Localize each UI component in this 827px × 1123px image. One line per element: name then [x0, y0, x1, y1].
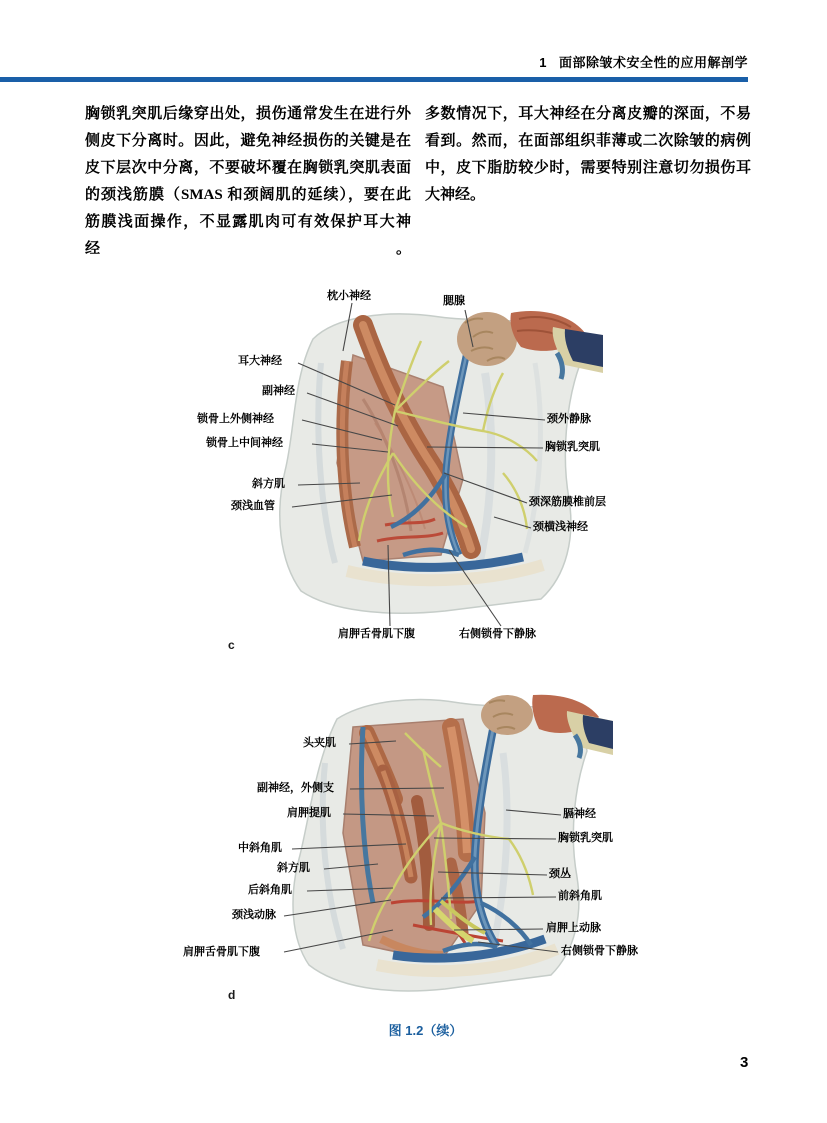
figure-label: 腮腺	[443, 295, 465, 307]
figure-label: 膈神经	[563, 808, 596, 820]
body-text-line: 看到。然而，在面部组织菲薄或二次除皱的病例	[425, 133, 751, 149]
body-text-line: 胸锁乳突肌后缘穿出处，损伤通常发生在进行外	[85, 106, 411, 122]
figure-label: 副神经，外侧支	[257, 782, 334, 794]
figure-label: 前斜角肌	[558, 890, 602, 902]
figure-panel-c	[180, 283, 670, 658]
figure-label: 肩胛舌骨肌下腹	[338, 628, 415, 640]
body-text-left-column	[85, 101, 411, 263]
figure-label: 颈浅血管	[231, 500, 275, 512]
figure-label: 锁骨上外侧神经	[197, 413, 274, 425]
body-text-line: 中，皮下脂肪较少时，需要特别注意切勿损伤耳	[425, 160, 751, 176]
figure-label: 副神经	[262, 385, 295, 397]
figure-label: 颈横浅神经	[533, 521, 588, 533]
running-head	[539, 52, 748, 71]
panel-tag-d: d	[228, 988, 236, 1002]
anatomy-illustration-c	[235, 303, 605, 623]
anatomy-illustration-d	[245, 693, 615, 998]
figure-label: 颈深筋膜椎前层	[529, 496, 606, 508]
figure-label: 颈外静脉	[547, 413, 591, 425]
figure-label: 中斜角肌	[238, 842, 282, 854]
figure-label: 颈浅动脉	[232, 909, 276, 921]
figure-label: 胸锁乳突肌	[558, 832, 613, 844]
figure-label: 枕小神经	[327, 290, 371, 302]
body-text-line: 皮下层次中分离，不要破坏覆在胸锁乳突肌表面	[85, 160, 411, 176]
figure-label: 颈丛	[549, 868, 571, 880]
figure-label: 锁骨上中间神经	[206, 437, 283, 449]
chapter-title: 面部除皱术安全性的应用解剖学	[558, 55, 748, 70]
figure-label: 肩胛舌骨肌下腹	[183, 946, 260, 958]
panel-tag-c: c	[228, 638, 235, 652]
figure-label: 斜方肌	[277, 862, 310, 874]
figure-label: 胸锁乳突肌	[545, 441, 600, 453]
body-text-line: 侧皮下分离时。因此，避免神经损伤的关键是在	[85, 133, 411, 149]
body-text-line: 多数情况下，耳大神经在分离皮瓣的深面，不易	[425, 106, 751, 122]
page-number: 3	[740, 1054, 749, 1071]
figure-label: 耳大神经	[238, 355, 282, 367]
figure-label: 斜方肌	[252, 478, 285, 490]
chapter-number: 1	[539, 55, 547, 70]
body-text-line: 大神经。	[425, 187, 486, 203]
body-text-line: 筋膜浅面操作，不显露肌肉可有效保护耳大神经。	[85, 214, 411, 257]
figure-label: 肩胛上动脉	[546, 922, 601, 934]
figure-label: 肩胛提肌	[287, 807, 331, 819]
figure-label: 右侧锁骨下静脉	[561, 945, 638, 957]
body-text-right-column	[425, 101, 751, 209]
body-text-line: 的颈浅筋膜（SMAS 和颈阔肌的延续），要在此	[85, 187, 411, 203]
figure-caption: 图 1.2（续）	[388, 1023, 463, 1038]
figure-label: 后斜角肌	[248, 884, 292, 896]
figure-panel-d	[170, 688, 675, 1010]
figure-label: 右侧锁骨下静脉	[459, 628, 536, 640]
figure-label: 头夹肌	[303, 737, 336, 749]
header-rule	[0, 77, 748, 82]
